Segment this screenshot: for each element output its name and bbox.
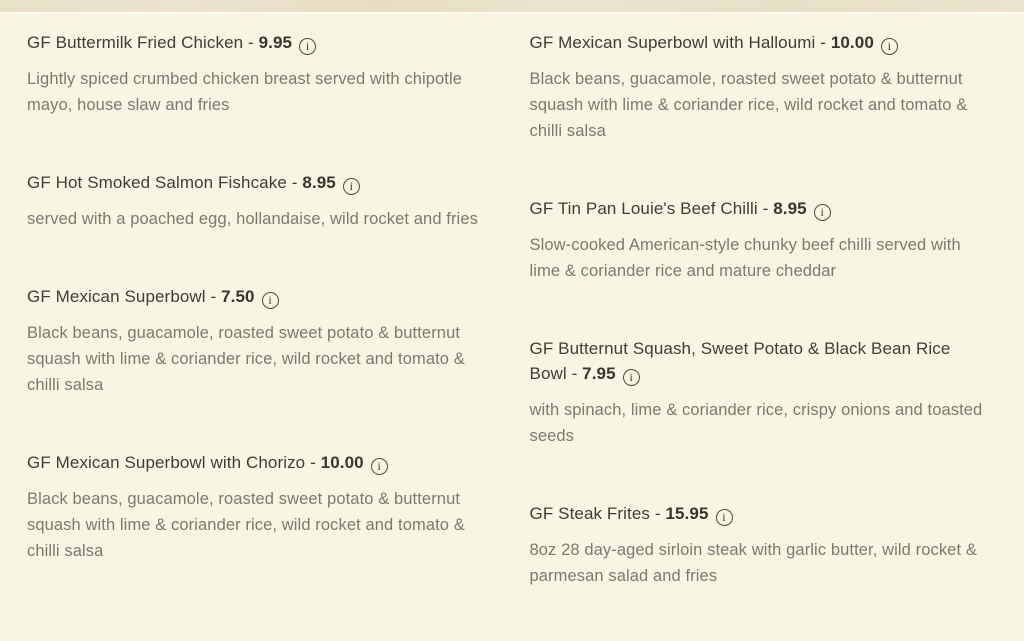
item-name: GF Tin Pan Louie's Beef Chilli xyxy=(529,199,758,218)
item-title xyxy=(530,501,993,526)
item-title xyxy=(530,336,993,386)
info-icon[interactable]: i xyxy=(623,369,640,386)
page-top-texture-strip xyxy=(0,0,1024,14)
info-icon[interactable]: i xyxy=(262,292,279,309)
item-price: 9.95 xyxy=(258,33,293,52)
info-icon[interactable]: i xyxy=(343,178,360,195)
item-description: Slow-cooked American-style chunky beef chilli served with lime & coriander rice and mature cheddar xyxy=(529,236,961,280)
menu-item xyxy=(530,30,993,144)
menu-item xyxy=(27,284,490,398)
item-name: GF Mexican Superbowl xyxy=(27,287,206,306)
item-description: Black beans, guacamole, roasted sweet potato & butternut squash with lime & coriander rice, wild rocket and tomato & chilli salsa xyxy=(27,324,465,394)
item-name: GF Buttermilk Fried Chicken xyxy=(27,33,244,52)
item-description: with spinach, lime & coriander rice, crispy onions and toasted seeds xyxy=(529,401,983,445)
item-description: Black beans, guacamole, roasted sweet potato & butternut squash with lime & coriander rice, wild rocket and tomato & chilli salsa xyxy=(529,70,968,140)
item-description: 8oz 28 day-aged sirloin steak with garlic butter, wild rocket & parmesan salad and fries xyxy=(529,541,977,585)
item-title xyxy=(27,170,490,195)
menu-item xyxy=(27,170,490,232)
price-separator: - xyxy=(820,33,826,52)
price-separator: - xyxy=(654,504,661,523)
price-separator: - xyxy=(291,173,298,192)
menu-item xyxy=(530,336,993,449)
item-title xyxy=(530,30,993,55)
item-price: 10.00 xyxy=(830,33,874,52)
menu-item xyxy=(530,196,993,284)
menu-item xyxy=(530,501,993,589)
item-name: GF Hot Smoked Salmon Fishcake xyxy=(27,173,287,192)
item-title xyxy=(530,196,993,221)
info-icon[interactable]: i xyxy=(716,509,733,526)
menu-item xyxy=(27,30,490,118)
price-separator: - xyxy=(210,287,217,306)
item-description: Lightly spiced crumbed chicken breast served with chipotle mayo, house slaw and fries xyxy=(27,70,463,114)
item-price: 8.95 xyxy=(302,173,336,192)
menu-column-left xyxy=(27,30,490,641)
info-icon[interactable]: i xyxy=(371,458,388,475)
item-title xyxy=(27,284,490,309)
item-description: Black beans, guacamole, roasted sweet potato & butternut squash with lime & coriander rice, wild rocket and tomato & chilli salsa xyxy=(27,490,465,560)
item-title xyxy=(27,450,490,475)
item-price: 15.95 xyxy=(665,504,709,523)
info-icon[interactable]: i xyxy=(299,38,316,55)
item-name: GF Steak Frites xyxy=(529,504,651,523)
menu-grid xyxy=(0,14,1024,641)
item-price: 8.95 xyxy=(773,199,807,218)
info-icon[interactable]: i xyxy=(881,38,898,55)
item-name: GF Mexican Superbowl with Chorizo xyxy=(27,453,306,472)
price-separator: - xyxy=(248,33,254,52)
item-price: 7.50 xyxy=(221,287,255,306)
menu-item xyxy=(27,450,490,564)
price-separator: - xyxy=(310,453,316,472)
item-price: 7.95 xyxy=(582,364,616,383)
item-title xyxy=(27,30,490,55)
info-icon[interactable]: i xyxy=(814,204,831,221)
price-separator: - xyxy=(571,364,578,383)
item-description: served with a poached egg, hollandaise, wild rocket and fries xyxy=(27,210,478,228)
price-separator: - xyxy=(762,199,769,218)
menu-column-right xyxy=(530,30,993,641)
item-price: 10.00 xyxy=(320,453,364,472)
item-name: GF Butternut Squash, Sweet Potato & Black Bean Rice Bowl xyxy=(529,339,951,383)
item-name: GF Mexican Superbowl with Halloumi xyxy=(529,33,816,52)
